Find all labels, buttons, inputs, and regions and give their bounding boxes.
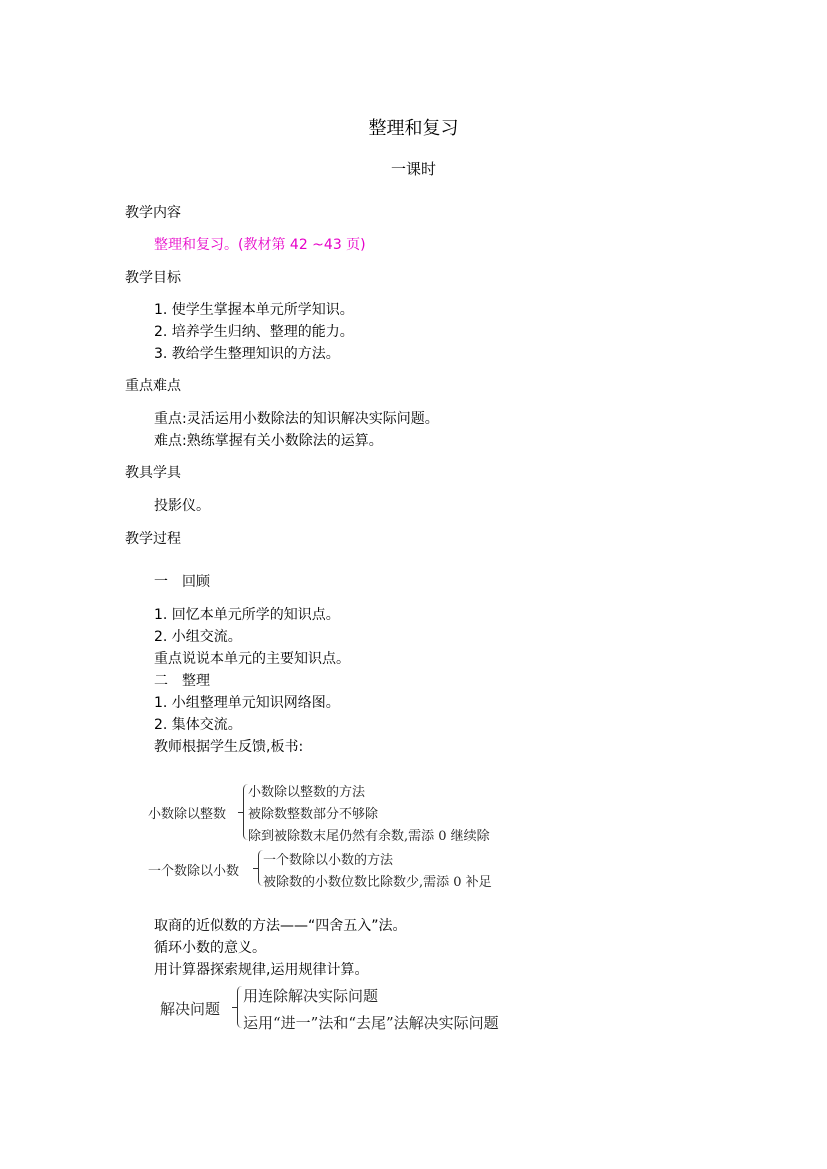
diagram-item: 一个数除以小数的方法 xyxy=(263,853,394,868)
goal-item: 1. 使学生掌握本单元所学知识。 xyxy=(154,302,354,318)
diagram-item: 除到被除数末尾仍然有余数,需添 0 继续除 xyxy=(248,829,490,844)
process-line: 1. 回忆本单元所学的知识点。 xyxy=(154,607,340,623)
section-heading-goals: 教学目标 xyxy=(125,270,181,286)
diagram-label-problem-solving: 解决问题 xyxy=(160,1000,221,1018)
diagram-label-number-by-decimal: 一个数除以小数 xyxy=(148,864,240,879)
after-line: 用计算器探索规律,运用规律计算。 xyxy=(154,962,369,978)
diagram-item: 小数除以整数的方法 xyxy=(248,785,366,800)
tools-text: 投影仪。 xyxy=(154,498,210,514)
goal-item: 3. 教给学生整理知识的方法。 xyxy=(154,346,340,362)
diagram-item: 被除数的小数位数比除数少,需添 0 补足 xyxy=(263,875,492,890)
after-line: 循环小数的意义。 xyxy=(154,940,266,956)
after-line: 取商的近似数的方法——“四舍五入”法。 xyxy=(154,918,407,934)
section-heading-process: 教学过程 xyxy=(125,531,181,547)
difficulty-point: 难点:熟练掌握有关小数除法的运算。 xyxy=(154,433,383,449)
diagram-item: 用连除解决实际问题 xyxy=(243,987,379,1005)
section-heading-content: 教学内容 xyxy=(125,205,181,221)
diagram-item: 被除数整数部分不够除 xyxy=(248,807,379,822)
process-line: 2. 小组交流。 xyxy=(154,629,242,645)
key-point: 重点:灵活运用小数除法的知识解决实际问题。 xyxy=(154,411,439,427)
content-text: 整理和复习。(教材第 42 ~43 页) xyxy=(154,237,366,253)
process-step-heading: 二 整理 xyxy=(154,673,210,689)
process-line: 2. 集体交流。 xyxy=(154,717,242,733)
section-heading-tools: 教具学具 xyxy=(125,465,181,481)
section-heading-key: 重点难点 xyxy=(125,378,181,394)
page-subtitle: 一课时 xyxy=(390,160,436,178)
diagram-label-decimal-by-integer: 小数除以整数 xyxy=(148,807,227,822)
page-title: 整理和复习 xyxy=(368,118,459,139)
process-line: 重点说说本单元的主要知识点。 xyxy=(154,651,350,667)
brace-icon xyxy=(237,986,242,1028)
process-step-heading: 一 回顾 xyxy=(154,574,210,590)
process-line: 教师根据学生反馈,板书: xyxy=(154,739,304,755)
goal-item: 2. 培养学生归纳、整理的能力。 xyxy=(154,324,354,340)
diagram-item: 运用“进一”法和“去尾”法解决实际问题 xyxy=(243,1014,499,1032)
process-line: 1. 小组整理单元知识网络图。 xyxy=(154,695,340,711)
